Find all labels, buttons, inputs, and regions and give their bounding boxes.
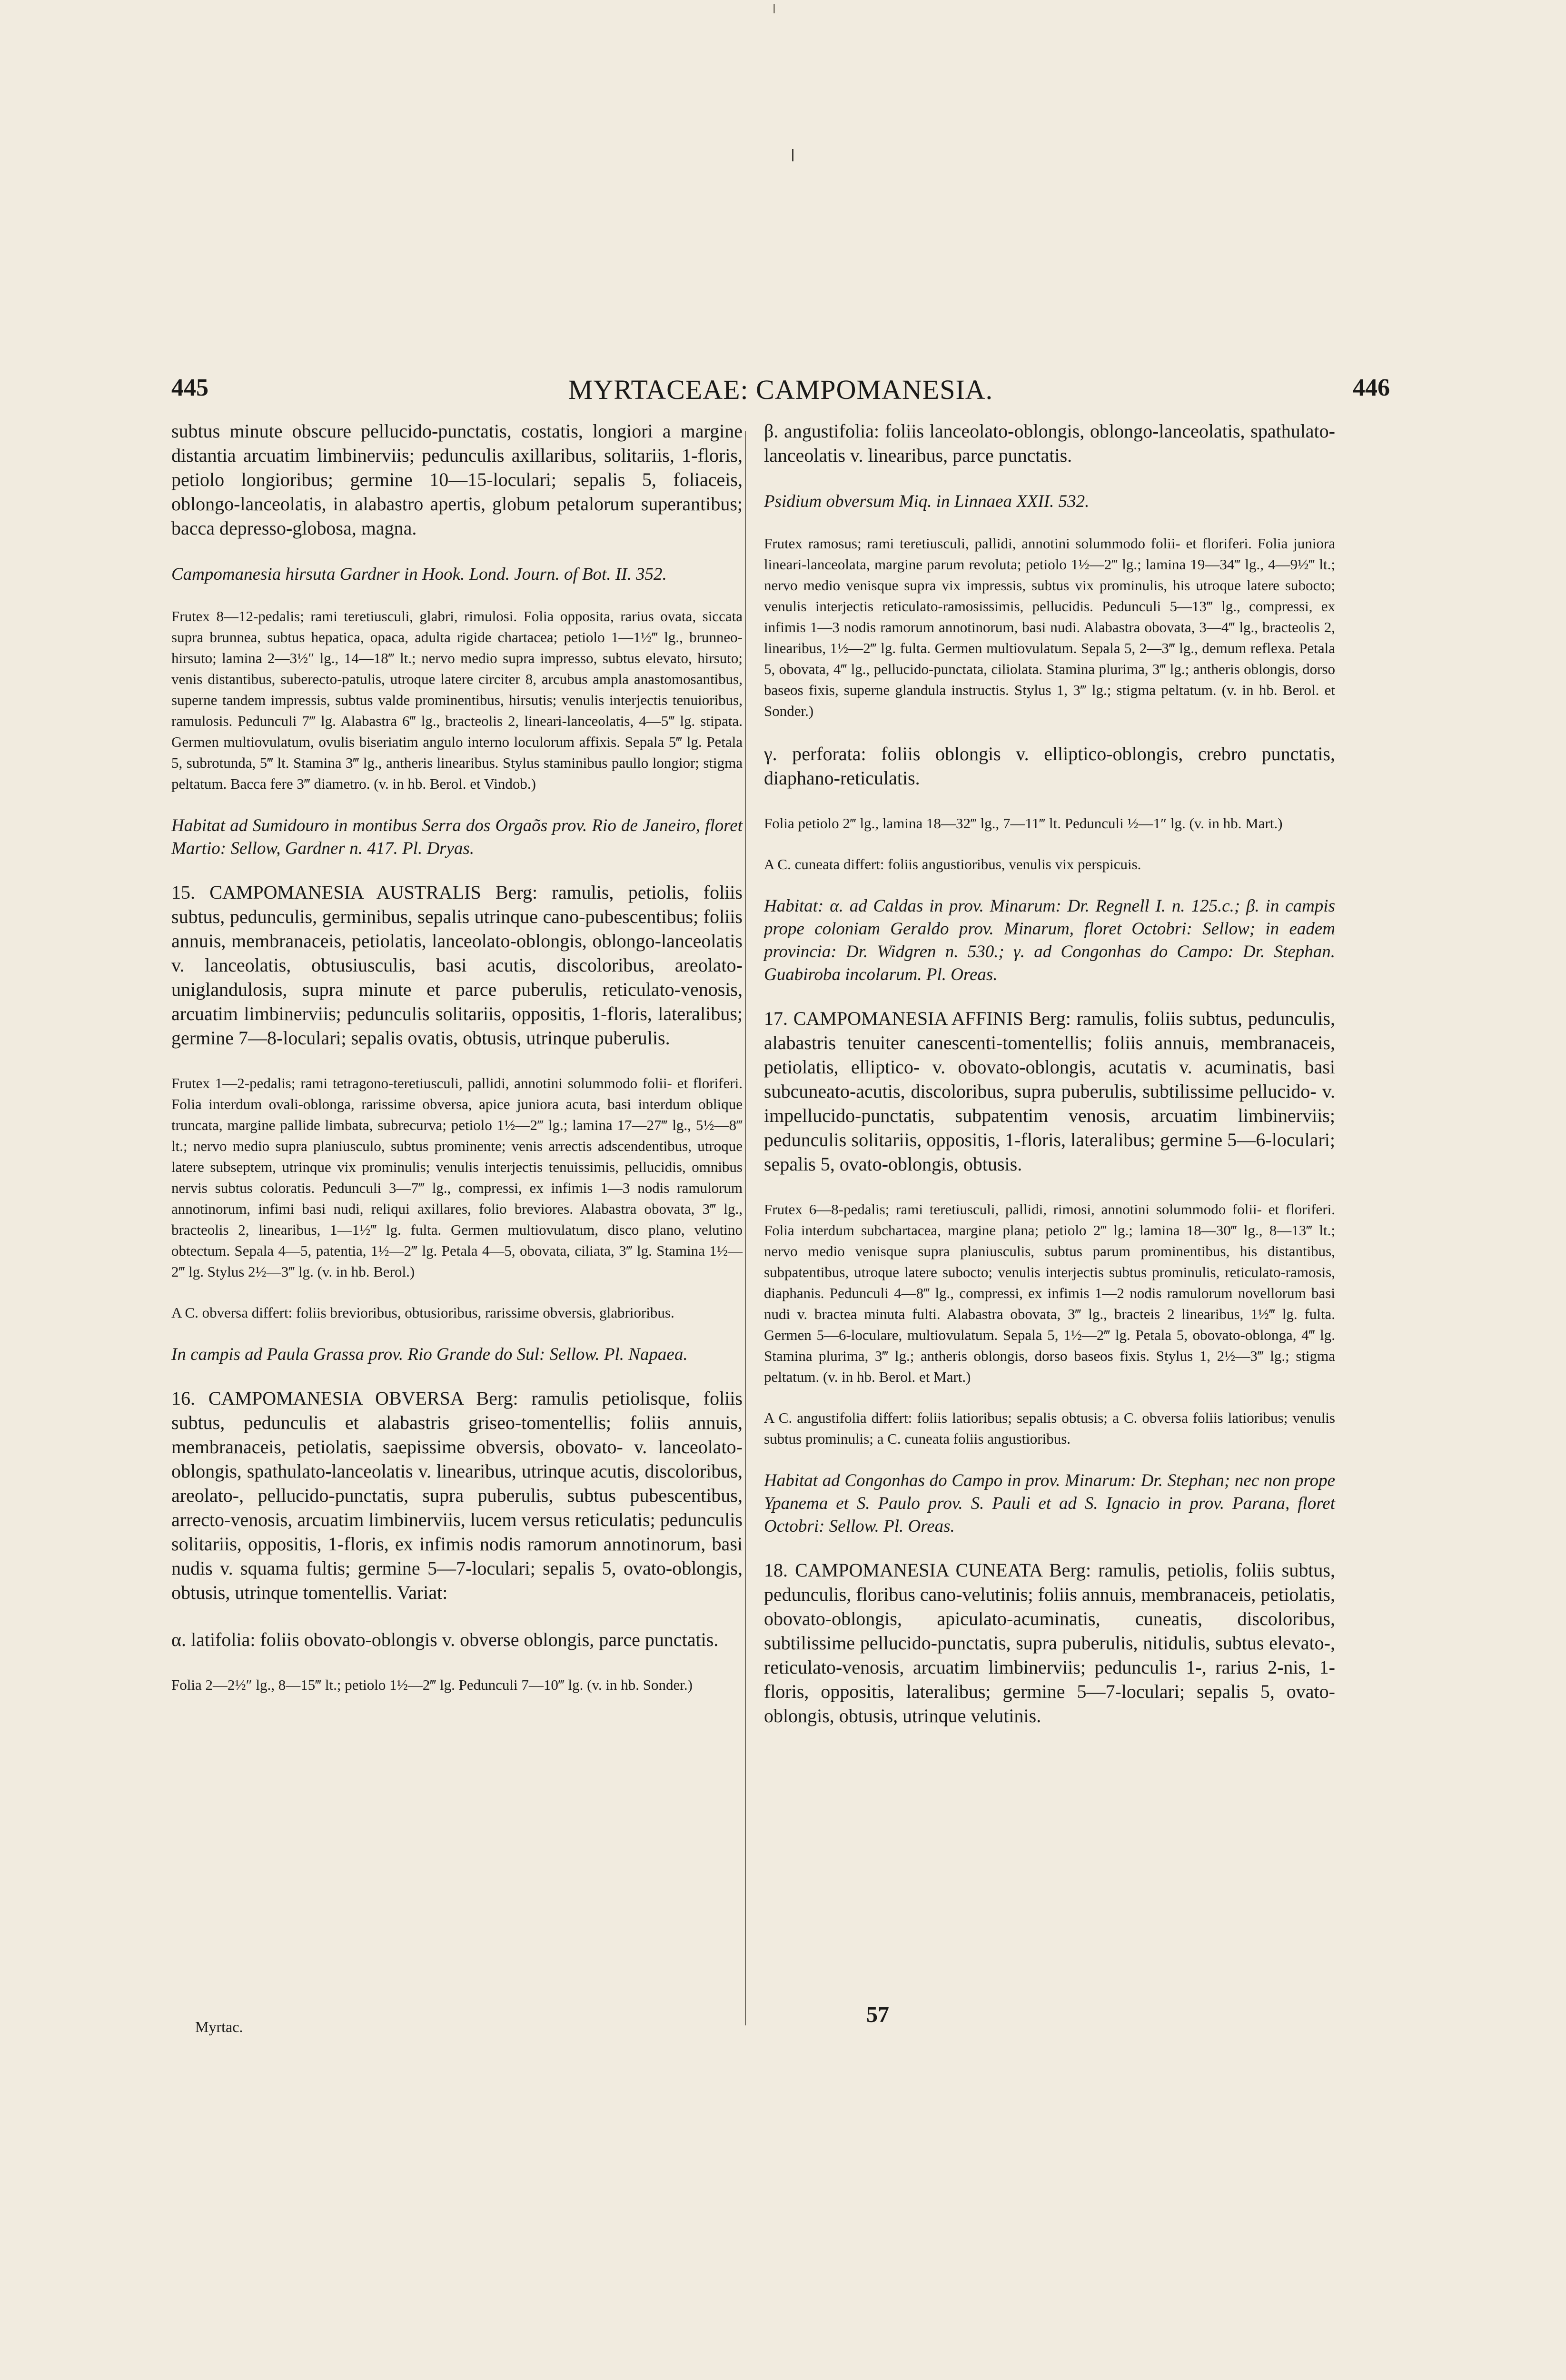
- species-15-habitat: In campis ad Paula Grassa prov. Rio Grande do Sul: Sellow. Pl. Napaea.: [171, 1345, 688, 1364]
- species-15-description: Frutex 1—2-pedalis; rami tetragono-teretiusculi, pallidi, annotini solummodo folii- et floriferi. Folia interdum ovali-oblonga, rarissime obversa, apice juniora acuta, basi interdum oblique truncata, margine pallide limbata, subrecurva; petiolo 1½—2‴ lg.; lamina 17—27‴ lg., 5½—8‴ lt.; nervo medio supra planiusculo, subtus prominente; venis arrectis adscendentibus, utroque latere subseptem, utrinque vix prominulis; venulis interjectis tenuissimis, pellucidis, omnibus nervis subtus coloratis. Pedunculi 3—7‴ lg., compressi, ex infimis 1—3 nodis ramulorum annotinorum, infimi basi nudi, reliqui axillares, folio breviores. Alabastra obovata, 3‴ lg., bracteolis 2, linearibus, 1—1½‴ lg. fulta. Germen multiovulatum, disco plano, velutino obtectum. Sepala 4—5, patentia, 1½—2‴ lg. Petala 4—5, obovata, ciliata, 3‴ lg. Stamina 1½—2‴ lg. Stylus 2½—3‴ lg. (v. in hb. Berol.): [171, 1075, 743, 1280]
- species-18-heading: 18. CAMPOMANESIA CUNEATA Berg: ramulis, petiolis, foliis subtus, pedunculis, floribus cano-velutinis; foliis annuis, membranaceis, petiolatis, obovato-oblongis, apiculato-acuminatis, cuneatis, discoloribus, subtilissime pellucido-punctatis, supra puberulis, nitidulis, subtus elevato-, reticulato-venosis, arcuatim limbinerviis; pedunculis 1-, rarius 2-nis, 1-floris, oppositis, lateralibus; germine 5—7-loculari; sepalis 5, ovato-oblongis, obtusis, utrinque velutinis.: [764, 1559, 1335, 1726]
- species-15-heading: 15. CAMPOMANESIA AUSTRALIS Berg: ramulis, petiolis, foliis subtus, pedunculis, germinibus, sepalis utrinque cano-pubescentibus; foliis annuis, membranaceis, petiolatis, lanceolato-oblongis, oblongo-lanceolatis v. lanceolatis, obtusiusculis, basi acutis, discoloribus, areolato-uniglandulosis, supra minute et parce puberulis, reticulato-venosis, arcuatim limbinerviis; pedunculis solitariis, oppositis, 1-floris, lateralibus; germine 7—8-loculari; sepalis ovatis, obtusis, utrinque puberulis.: [171, 882, 743, 1049]
- variety-alpha-description: Folia 2—2½″ lg., 8—15‴ lt.; petiolo 1½—2‴ lg. Pedunculi 7—10‴ lg. (v. in hb. Sonder.): [171, 1676, 693, 1693]
- variety-alpha: α. latifolia: foliis obovato-oblongis v. obverse oblongis, parce punctatis.: [171, 1629, 719, 1650]
- species-17-heading: 17. CAMPOMANESIA AFFINIS Berg: ramulis, foliis subtus, pedunculis, alabastris tenuiter canescenti-tomentellis; foliis annuis, membranaceis, petiolatis, elliptico- v. obovato-oblongis, acutatis v. acuminatis, basi subcuneato-acutis, discoloribus, supra puberulis, subtilissime pellucido- v. impellucido-punctatis, subpatentim venosis, arcuatim limbinerviis; pedunculis solitariis, oppositis, 1-floris, lateralibus; germine 5—6-loculari; sepalis 5, ovato-oblongis, obtusis.: [764, 1008, 1335, 1175]
- variety-gamma-description: Folia petiolo 2‴ lg., lamina 18—32‴ lg., 7—11‴ lt. Pedunculi ½—1″ lg. (v. in hb. Mart.): [764, 815, 1283, 832]
- running-title: MYRTACEAE: CAMPOMANESIA.: [568, 374, 993, 405]
- right-column: [764, 419, 1335, 1751]
- page-number-right: 446: [1353, 374, 1390, 401]
- description-paragraph: Frutex 8—12-pedalis; rami teretiusculi, glabri, rimulosi. Folia opposita, rarius ovata, siccata supra brunnea, subtus hepatica, opaca, adulta rigide chartacea; petiolo 1—1½‴ lg., brunneo-hirsuto; lamina 2—3½″ lg., 14—18‴ lt.; nervo medio supra impresso, subtus elevato, hirsuto; venis distantibus, suberecto-patulis, utroque latere circiter 8, arcubus ampla anastomosantibus, superne tandem impressis, subtus valde prominentibus, hirsutis; venulis interjectis tenuioribus, ramulosis. Pedunculi 7‴ lg. Alabastra 6‴ lg., bracteolis 2, lineari-lanceolatis, 4—5‴ lg. stipata. Germen multiovulatum, ovulis biseriatim angulo interno loculorum affixis. Sepala 5‴ lg. Petala 5, subrotunda, 5‴ lt. Stamina 3‴ lg., antheris linearibus. Stylus staminibus paullo longior; stigma peltatum. Bacca fere 3‴ diametro. (v. in hb. Berol. et Vindob.): [171, 608, 743, 792]
- species-16-habitat: Habitat: α. ad Caldas in prov. Minarum: Dr. Regnell I. n. 125.c.; β. in campis prope coloniam Geraldo prov. Minarum, floret Octobri: Sellow; in eadem provincia: Dr. Widgren n. 530.; γ. ad Congonhas do Campo: Dr. Stephan. Guabiroba incolarum. Pl. Oreas.: [764, 896, 1335, 984]
- habitat-paragraph: Habitat ad Sumidouro in montibus Serra dos Orgaõs prov. Rio de Janeiro, floret Martio: Sellow, Gardner n. 417. Pl. Dryas.: [171, 816, 743, 858]
- variety-gamma: γ. perforata: foliis oblongis v. elliptico-oblongis, crebro punctatis, diaphano-reticulatis.: [764, 743, 1335, 789]
- signature-mark: Myrtac.: [195, 2018, 243, 2035]
- page-number-left: 445: [171, 374, 208, 401]
- species-16-heading: 16. CAMPOMANESIA OBVERSA Berg: ramulis petiolisque, foliis subtus, pedunculis et alabastris griseo-tomentellis; foliis annuis, membranaceis, petiolatis, saepissime obversis, obovato- v. lanceolato-oblongis, spathulato-lanceolatis v. linearibus, utrinque acutis, discoloribus, areolato-, pellucido-punctatis, supra puberulis, subtus pubescentibus, arrecto-venosis, arcuatim limbinerviis, lucem versus reticulatis; pedunculis solitariis, oppositis, 1-floris, ex infimis nodis ramorum annotinorum, basi nudis v. squama fultis; germine 5—7-loculari; sepalis 5, ovato-oblongis, obtusis, utrinque tomentellis. Variat:: [171, 1388, 743, 1603]
- synonym-citation: Campomanesia hirsuta Gardner in Hook. Lond. Journ. of Bot. II. 352.: [171, 565, 667, 584]
- species-17-habitat: Habitat ad Congonhas do Campo in prov. Minarum: Dr. Stephan; nec non prope Ypanema et S. Paulo prov. S. Pauli et ad S. Ignacio in prov. Parana, floret Octobri: Sellow. Pl. Oreas.: [764, 1471, 1335, 1536]
- left-column: [171, 419, 743, 1716]
- variety-beta: β. angustifolia: foliis lanceolato-oblongis, oblongo-lanceolatis, spathulato-lanceolatis v. linearibus, parce punctatis.: [764, 420, 1335, 466]
- sheet-number: 57: [866, 2002, 889, 2027]
- scan-mark: [773, 4, 775, 13]
- variety-beta-description: Frutex ramosus; rami teretiusculi, pallidi, annotini solummodo folii- et floriferi. Folia juniora lineari-lanceolata, margine parum revoluta; petiolo 1½—2‴ lg.; lamina 19—34‴ lg., 4—9½‴ lt.; nervo medio venisque supra vix impressis, subtus vix prominulis, his utroque latere subocto; venulis interjectis reticulato-ramosissimis, pellucidis. Pedunculi 5—13‴ lg., compressi, ex infimis 1—3 nodis ramorum annotinorum, basi nudi. Alabastra obovata, 3—4‴ lg., bracteolis 2, linearibus, 1½—2‴ lg. fulta. Germen multiovulatum. Sepala 5, 2—3‴ lg., demum reflexa. Petala 5, obovata, 4‴ lg., pellucido-punctata, ciliolata. Stamina plurima, 3‴ lg.; antheris oblongis, dorso baseos fixis, superne glandula instructis. Stylus 1, 3‴ lg.; stigma peltatum. (v. in hb. Berol. et Sonder.): [764, 535, 1335, 719]
- species-17-description: Frutex 6—8-pedalis; rami teretiusculi, pallidi, rimosi, annotini solummodo folii- et floriferi. Folia interdum subchartacea, margine plana; petiolo 2‴ lg.; lamina 18—30‴ lg., 8—13‴ lt.; nervo medio venisque supra planiusculis, subtus parum prominentibus, his distantibus, subpatentibus, utroque latere subocto; venulis interjectis subtus prominulis, reticulato-ramosis, diaphanis. Pedunculi 4—8‴ lg., compressi, ex infimis 1—2 nodis ramulorum novellorum basi nudi v. bractea minuta fulti. Alabastra obovata, 3‴ lg., bracteis 2 linearibus, 1½‴ lg. fulta. Germen 5—6-loculare, multiovulatum. Sepala 5, 1½—2‴ lg. Petala 5, obovato-oblonga, 4‴ lg. Stamina plurima, 3‴ lg.; antheris oblongis, dorso baseos fixis. Stylus 1, 2½—3‴ lg.; stigma peltatum. (v. in hb. Berol. et Mart.): [764, 1201, 1335, 1385]
- paragraph-continuation: subtus minute obscure pellucido-punctatis, costatis, longiori a margine distantia arcuatim limbinerviis; pedunculis axillaribus, solitariis, 1-floris, petiolo longioribus; germine 10—15-loculari; sepalis 5, foliaceis, oblongo-lanceolatis, in alabastro apertis, globum petalorum superantibus; bacca depresso-globosa, magna.: [171, 420, 743, 539]
- species-15-note: A C. obversa differt: foliis brevioribus, obtusioribus, rarissime obversis, glabrioribus.: [171, 1304, 674, 1321]
- page-header: [171, 374, 1390, 412]
- scan-mark: [792, 149, 793, 161]
- variety-gamma-note: A C. cuneata differt: foliis angustioribus, venulis vix perspicuis.: [764, 856, 1141, 873]
- column-divider: [745, 431, 746, 2025]
- species-17-note: A C. angustifolia differt: foliis latioribus; sepalis obtusis; a C. obversa foliis latioribus; venulis subtus prominulis; a C. cuneata foliis angustioribus.: [764, 1409, 1335, 1447]
- variety-beta-citation: Psidium obversum Miq. in Linnaea XXII. 532.: [764, 492, 1090, 511]
